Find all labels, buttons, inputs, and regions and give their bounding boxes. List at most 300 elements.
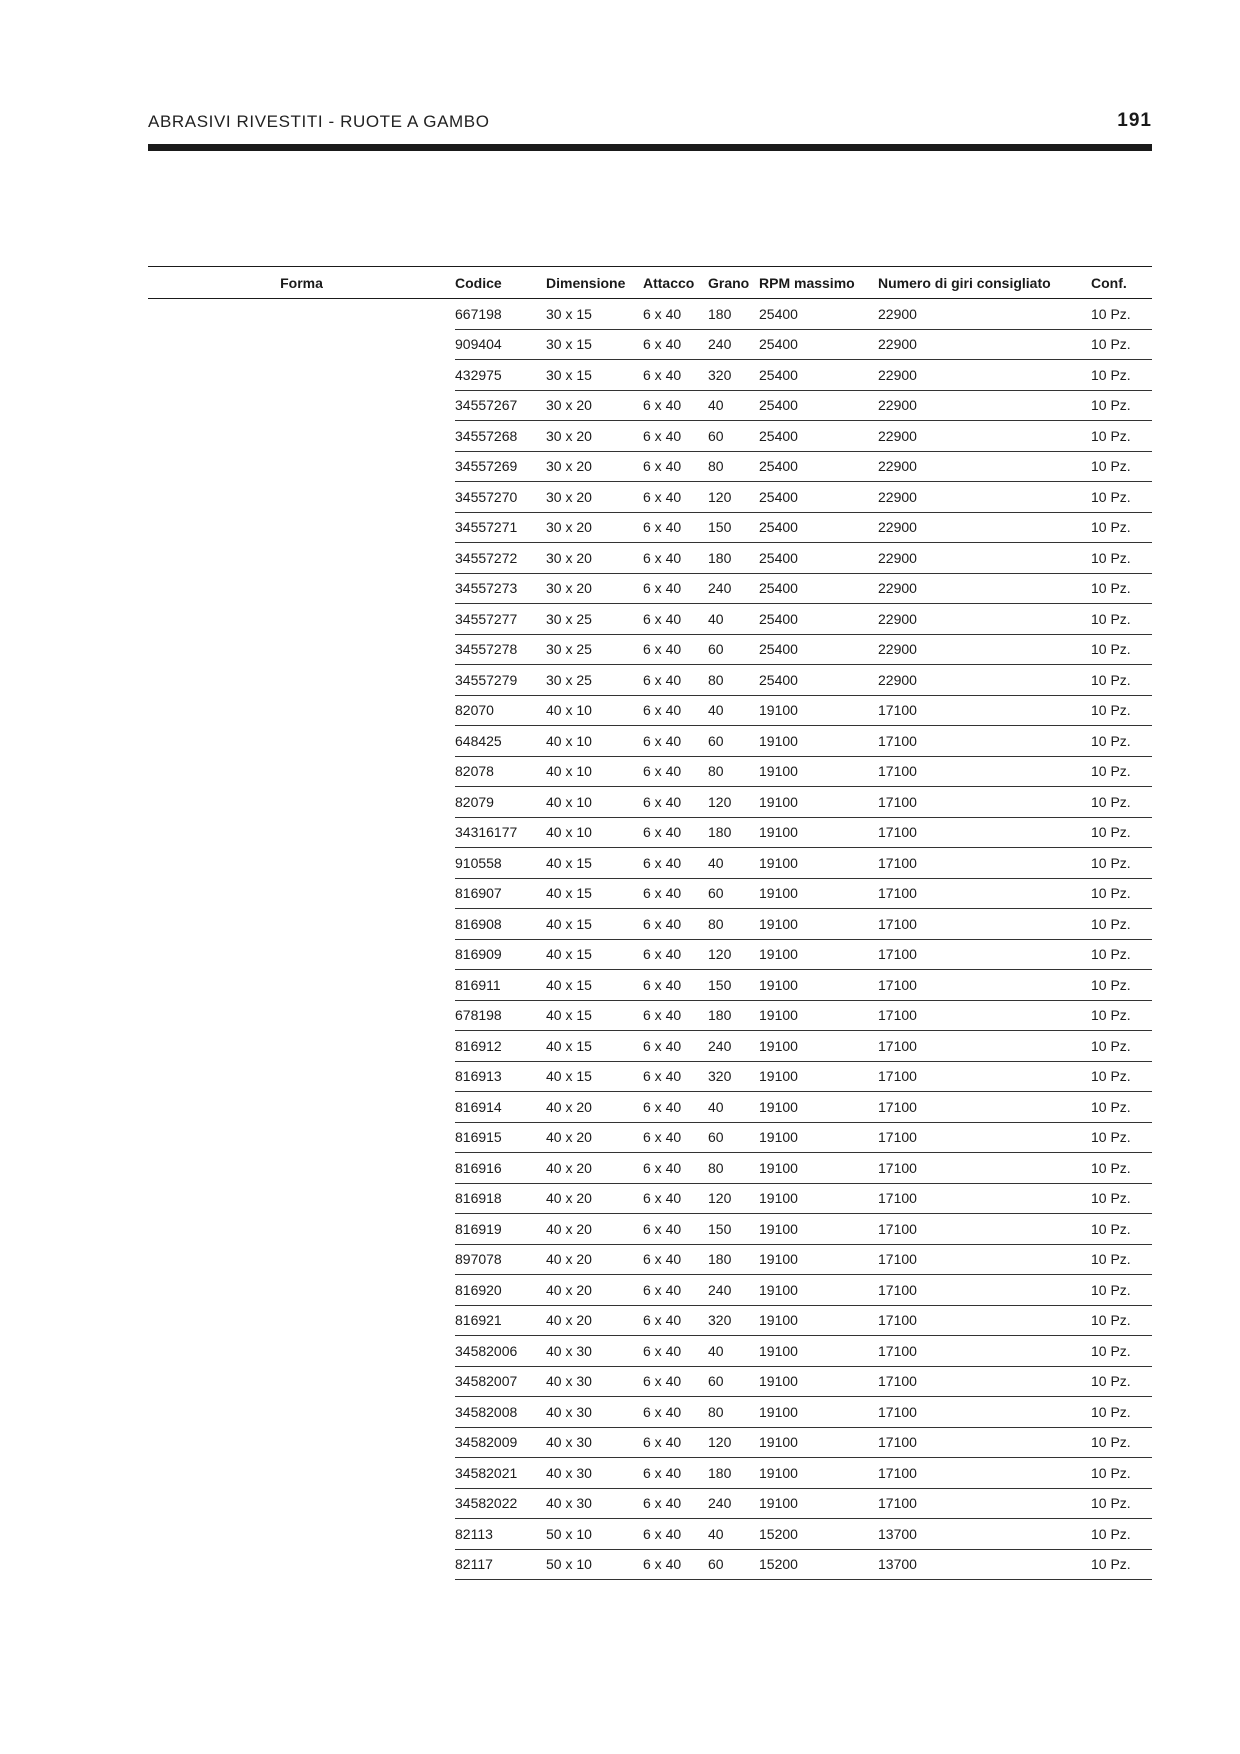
cell-grano: 60 xyxy=(708,421,759,452)
cell-rpm-massimo: 19100 xyxy=(759,1366,878,1397)
cell-attacco: 6 x 40 xyxy=(643,970,708,1001)
table-row xyxy=(148,665,1152,696)
cell-forma xyxy=(148,604,455,635)
cell-numero-giri: 22900 xyxy=(878,665,1091,696)
cell-grano: 150 xyxy=(708,1214,759,1245)
cell-numero-giri: 22900 xyxy=(878,329,1091,360)
cell-numero-giri: 17100 xyxy=(878,1183,1091,1214)
cell-grano: 320 xyxy=(708,1305,759,1336)
cell-dimensione: 30 x 20 xyxy=(546,390,643,421)
cell-grano: 40 xyxy=(708,695,759,726)
cell-conf: 10 Pz. xyxy=(1091,604,1152,635)
column-header-forma: Forma xyxy=(148,267,455,299)
cell-attacco: 6 x 40 xyxy=(643,726,708,757)
table-row xyxy=(148,939,1152,970)
cell-dimensione: 30 x 20 xyxy=(546,451,643,482)
cell-rpm-massimo: 25400 xyxy=(759,299,878,330)
cell-conf: 10 Pz. xyxy=(1091,756,1152,787)
cell-grano: 120 xyxy=(708,1427,759,1458)
table-row xyxy=(148,604,1152,635)
table-row xyxy=(148,1275,1152,1306)
cell-numero-giri: 22900 xyxy=(878,634,1091,665)
table-row xyxy=(148,1061,1152,1092)
cell-forma xyxy=(148,360,455,391)
cell-numero-giri: 17100 xyxy=(878,939,1091,970)
cell-numero-giri: 13700 xyxy=(878,1519,1091,1550)
cell-attacco: 6 x 40 xyxy=(643,695,708,726)
cell-forma xyxy=(148,878,455,909)
table-row xyxy=(148,1549,1152,1580)
cell-numero-giri: 17100 xyxy=(878,1488,1091,1519)
cell-codice: 432975 xyxy=(455,360,546,391)
cell-attacco: 6 x 40 xyxy=(643,1183,708,1214)
cell-numero-giri: 17100 xyxy=(878,726,1091,757)
cell-forma xyxy=(148,1549,455,1580)
cell-dimensione: 40 x 15 xyxy=(546,848,643,879)
cell-grano: 80 xyxy=(708,1397,759,1428)
table-row xyxy=(148,1458,1152,1489)
cell-dimensione: 40 x 30 xyxy=(546,1397,643,1428)
page-header-title: ABRASIVI RIVESTITI - RUOTE A GAMBO xyxy=(148,112,490,131)
cell-forma xyxy=(148,299,455,330)
cell-numero-giri: 17100 xyxy=(878,1305,1091,1336)
cell-rpm-massimo: 25400 xyxy=(759,360,878,391)
cell-codice: 816912 xyxy=(455,1031,546,1062)
cell-conf: 10 Pz. xyxy=(1091,299,1152,330)
cell-dimensione: 40 x 10 xyxy=(546,817,643,848)
cell-conf: 10 Pz. xyxy=(1091,421,1152,452)
cell-numero-giri: 17100 xyxy=(878,1366,1091,1397)
column-header-conf: Conf. xyxy=(1091,267,1152,299)
cell-numero-giri: 17100 xyxy=(878,1031,1091,1062)
cell-forma xyxy=(148,817,455,848)
cell-codice: 34557279 xyxy=(455,665,546,696)
cell-dimensione: 30 x 20 xyxy=(546,421,643,452)
cell-dimensione: 40 x 20 xyxy=(546,1183,643,1214)
cell-dimensione: 40 x 15 xyxy=(546,939,643,970)
cell-grano: 40 xyxy=(708,848,759,879)
cell-numero-giri: 22900 xyxy=(878,543,1091,574)
cell-rpm-massimo: 19100 xyxy=(759,1000,878,1031)
cell-rpm-massimo: 19100 xyxy=(759,695,878,726)
cell-grano: 150 xyxy=(708,970,759,1001)
cell-codice: 34557267 xyxy=(455,390,546,421)
column-header-dimensione: Dimensione xyxy=(546,267,643,299)
cell-conf: 10 Pz. xyxy=(1091,1061,1152,1092)
cell-grano: 320 xyxy=(708,1061,759,1092)
cell-dimensione: 40 x 30 xyxy=(546,1488,643,1519)
cell-grano: 60 xyxy=(708,1122,759,1153)
cell-codice: 909404 xyxy=(455,329,546,360)
cell-grano: 120 xyxy=(708,787,759,818)
cell-rpm-massimo: 25400 xyxy=(759,451,878,482)
cell-rpm-massimo: 25400 xyxy=(759,390,878,421)
cell-rpm-massimo: 25400 xyxy=(759,573,878,604)
cell-dimensione: 40 x 20 xyxy=(546,1244,643,1275)
cell-conf: 10 Pz. xyxy=(1091,390,1152,421)
cell-grano: 120 xyxy=(708,939,759,970)
cell-conf: 10 Pz. xyxy=(1091,665,1152,696)
cell-numero-giri: 22900 xyxy=(878,604,1091,635)
cell-conf: 10 Pz. xyxy=(1091,482,1152,513)
cell-dimensione: 40 x 15 xyxy=(546,878,643,909)
cell-dimensione: 30 x 15 xyxy=(546,360,643,391)
cell-forma xyxy=(148,390,455,421)
table-row xyxy=(148,1397,1152,1428)
cell-numero-giri: 17100 xyxy=(878,1397,1091,1428)
cell-forma xyxy=(148,543,455,574)
cell-numero-giri: 17100 xyxy=(878,1122,1091,1153)
cell-grano: 150 xyxy=(708,512,759,543)
table-row xyxy=(148,512,1152,543)
cell-dimensione: 40 x 15 xyxy=(546,1031,643,1062)
cell-grano: 80 xyxy=(708,1153,759,1184)
cell-grano: 120 xyxy=(708,482,759,513)
cell-forma xyxy=(148,573,455,604)
cell-dimensione: 30 x 15 xyxy=(546,329,643,360)
cell-rpm-massimo: 19100 xyxy=(759,970,878,1001)
table-row xyxy=(148,1427,1152,1458)
cell-conf: 10 Pz. xyxy=(1091,573,1152,604)
cell-numero-giri: 17100 xyxy=(878,695,1091,726)
cell-codice: 82113 xyxy=(455,1519,546,1550)
cell-rpm-massimo: 19100 xyxy=(759,726,878,757)
cell-codice: 82078 xyxy=(455,756,546,787)
cell-numero-giri: 22900 xyxy=(878,421,1091,452)
column-header-codice: Codice xyxy=(455,267,546,299)
cell-numero-giri: 17100 xyxy=(878,1092,1091,1123)
cell-codice: 82079 xyxy=(455,787,546,818)
cell-forma xyxy=(148,665,455,696)
cell-attacco: 6 x 40 xyxy=(643,1244,708,1275)
cell-attacco: 6 x 40 xyxy=(643,665,708,696)
cell-grano: 80 xyxy=(708,756,759,787)
cell-forma xyxy=(148,970,455,1001)
cell-grano: 80 xyxy=(708,451,759,482)
cell-forma xyxy=(148,756,455,787)
cell-conf: 10 Pz. xyxy=(1091,1275,1152,1306)
cell-conf: 10 Pz. xyxy=(1091,787,1152,818)
table-row xyxy=(148,1305,1152,1336)
cell-grano: 40 xyxy=(708,1519,759,1550)
cell-rpm-massimo: 19100 xyxy=(759,1275,878,1306)
cell-attacco: 6 x 40 xyxy=(643,1122,708,1153)
cell-codice: 34582008 xyxy=(455,1397,546,1428)
header-row xyxy=(148,267,1152,299)
cell-grano: 240 xyxy=(708,329,759,360)
cell-attacco: 6 x 40 xyxy=(643,451,708,482)
cell-codice: 816908 xyxy=(455,909,546,940)
cell-conf: 10 Pz. xyxy=(1091,1427,1152,1458)
cell-attacco: 6 x 40 xyxy=(643,1458,708,1489)
cell-rpm-massimo: 25400 xyxy=(759,604,878,635)
cell-numero-giri: 17100 xyxy=(878,1214,1091,1245)
cell-grano: 60 xyxy=(708,634,759,665)
cell-codice: 816916 xyxy=(455,1153,546,1184)
cell-codice: 34582007 xyxy=(455,1366,546,1397)
table-row xyxy=(148,1153,1152,1184)
cell-rpm-massimo: 25400 xyxy=(759,421,878,452)
cell-dimensione: 30 x 25 xyxy=(546,665,643,696)
cell-numero-giri: 17100 xyxy=(878,1275,1091,1306)
cell-conf: 10 Pz. xyxy=(1091,909,1152,940)
cell-dimensione: 30 x 25 xyxy=(546,634,643,665)
cell-forma xyxy=(148,1244,455,1275)
cell-grano: 80 xyxy=(708,665,759,696)
cell-rpm-massimo: 25400 xyxy=(759,512,878,543)
cell-attacco: 6 x 40 xyxy=(643,787,708,818)
cell-codice: 82117 xyxy=(455,1549,546,1580)
cell-conf: 10 Pz. xyxy=(1091,1183,1152,1214)
table-row xyxy=(148,970,1152,1001)
cell-codice: 34557271 xyxy=(455,512,546,543)
table-row xyxy=(148,482,1152,513)
table-row xyxy=(148,299,1152,330)
cell-grano: 320 xyxy=(708,360,759,391)
cell-grano: 60 xyxy=(708,726,759,757)
cell-forma xyxy=(148,1214,455,1245)
cell-grano: 40 xyxy=(708,1336,759,1367)
cell-attacco: 6 x 40 xyxy=(643,604,708,635)
cell-rpm-massimo: 19100 xyxy=(759,1183,878,1214)
cell-forma xyxy=(148,695,455,726)
column-header-numero-giri: Numero di giri consigliato xyxy=(878,267,1091,299)
cell-attacco: 6 x 40 xyxy=(643,360,708,391)
table-row xyxy=(148,1244,1152,1275)
cell-dimensione: 40 x 15 xyxy=(546,1000,643,1031)
cell-grano: 240 xyxy=(708,1031,759,1062)
table-row xyxy=(148,1336,1152,1367)
cell-numero-giri: 22900 xyxy=(878,390,1091,421)
cell-attacco: 6 x 40 xyxy=(643,817,708,848)
table-row xyxy=(148,909,1152,940)
cell-attacco: 6 x 40 xyxy=(643,1549,708,1580)
cell-grano: 60 xyxy=(708,1366,759,1397)
header-divider xyxy=(148,144,1152,151)
cell-grano: 240 xyxy=(708,573,759,604)
cell-numero-giri: 17100 xyxy=(878,787,1091,818)
cell-grano: 60 xyxy=(708,1549,759,1580)
table-row xyxy=(148,1214,1152,1245)
cell-attacco: 6 x 40 xyxy=(643,573,708,604)
cell-forma xyxy=(148,421,455,452)
table-row xyxy=(148,726,1152,757)
table-row xyxy=(148,421,1152,452)
cell-dimensione: 40 x 30 xyxy=(546,1458,643,1489)
cell-codice: 34582006 xyxy=(455,1336,546,1367)
cell-grano: 40 xyxy=(708,1092,759,1123)
cell-forma xyxy=(148,634,455,665)
cell-forma xyxy=(148,482,455,513)
cell-conf: 10 Pz. xyxy=(1091,939,1152,970)
cell-dimensione: 40 x 30 xyxy=(546,1366,643,1397)
cell-conf: 10 Pz. xyxy=(1091,512,1152,543)
cell-numero-giri: 17100 xyxy=(878,1336,1091,1367)
cell-conf: 10 Pz. xyxy=(1091,848,1152,879)
cell-grano: 180 xyxy=(708,1458,759,1489)
cell-dimensione: 50 x 10 xyxy=(546,1549,643,1580)
table-row xyxy=(148,573,1152,604)
cell-dimensione: 40 x 20 xyxy=(546,1153,643,1184)
cell-conf: 10 Pz. xyxy=(1091,329,1152,360)
cell-forma xyxy=(148,1000,455,1031)
cell-dimensione: 30 x 25 xyxy=(546,604,643,635)
cell-grano: 40 xyxy=(708,390,759,421)
cell-dimensione: 40 x 10 xyxy=(546,695,643,726)
cell-dimensione: 40 x 10 xyxy=(546,787,643,818)
cell-conf: 10 Pz. xyxy=(1091,1122,1152,1153)
cell-attacco: 6 x 40 xyxy=(643,1031,708,1062)
cell-conf: 10 Pz. xyxy=(1091,1488,1152,1519)
cell-numero-giri: 22900 xyxy=(878,512,1091,543)
cell-numero-giri: 22900 xyxy=(878,573,1091,604)
cell-codice: 816911 xyxy=(455,970,546,1001)
cell-attacco: 6 x 40 xyxy=(643,512,708,543)
cell-rpm-massimo: 19100 xyxy=(759,1214,878,1245)
cell-forma xyxy=(148,1153,455,1184)
cell-codice: 816919 xyxy=(455,1214,546,1245)
cell-rpm-massimo: 19100 xyxy=(759,1244,878,1275)
cell-rpm-massimo: 25400 xyxy=(759,543,878,574)
cell-forma xyxy=(148,1488,455,1519)
cell-attacco: 6 x 40 xyxy=(643,1061,708,1092)
cell-rpm-massimo: 19100 xyxy=(759,1458,878,1489)
cell-grano: 180 xyxy=(708,299,759,330)
table-header xyxy=(148,267,1152,299)
table-body xyxy=(148,299,1152,1580)
cell-codice: 816907 xyxy=(455,878,546,909)
cell-attacco: 6 x 40 xyxy=(643,878,708,909)
cell-dimensione: 50 x 10 xyxy=(546,1519,643,1550)
cell-forma xyxy=(148,1458,455,1489)
cell-numero-giri: 17100 xyxy=(878,1153,1091,1184)
cell-rpm-massimo: 19100 xyxy=(759,1061,878,1092)
cell-forma xyxy=(148,1061,455,1092)
table-row xyxy=(148,756,1152,787)
cell-grano: 240 xyxy=(708,1275,759,1306)
cell-rpm-massimo: 25400 xyxy=(759,329,878,360)
table-row xyxy=(148,1092,1152,1123)
cell-forma xyxy=(148,329,455,360)
cell-forma xyxy=(148,726,455,757)
cell-codice: 34557272 xyxy=(455,543,546,574)
cell-forma xyxy=(148,1092,455,1123)
cell-attacco: 6 x 40 xyxy=(643,390,708,421)
cell-rpm-massimo: 25400 xyxy=(759,482,878,513)
cell-conf: 10 Pz. xyxy=(1091,1031,1152,1062)
cell-grano: 180 xyxy=(708,817,759,848)
cell-numero-giri: 22900 xyxy=(878,482,1091,513)
cell-rpm-massimo: 19100 xyxy=(759,1427,878,1458)
cell-codice: 816921 xyxy=(455,1305,546,1336)
cell-rpm-massimo: 15200 xyxy=(759,1519,878,1550)
cell-codice: 34557268 xyxy=(455,421,546,452)
cell-codice: 34557269 xyxy=(455,451,546,482)
page-number: 191 xyxy=(1117,110,1152,131)
table-row xyxy=(148,695,1152,726)
cell-numero-giri: 17100 xyxy=(878,878,1091,909)
cell-rpm-massimo: 25400 xyxy=(759,665,878,696)
cell-codice: 34582022 xyxy=(455,1488,546,1519)
cell-conf: 10 Pz. xyxy=(1091,543,1152,574)
cell-conf: 10 Pz. xyxy=(1091,1336,1152,1367)
product-table xyxy=(148,266,1152,1580)
cell-rpm-massimo: 19100 xyxy=(759,1031,878,1062)
cell-grano: 180 xyxy=(708,543,759,574)
cell-forma xyxy=(148,848,455,879)
cell-conf: 10 Pz. xyxy=(1091,1214,1152,1245)
cell-numero-giri: 17100 xyxy=(878,1427,1091,1458)
cell-numero-giri: 22900 xyxy=(878,451,1091,482)
cell-attacco: 6 x 40 xyxy=(643,909,708,940)
cell-rpm-massimo: 15200 xyxy=(759,1549,878,1580)
cell-numero-giri: 17100 xyxy=(878,848,1091,879)
cell-conf: 10 Pz. xyxy=(1091,1244,1152,1275)
cell-forma xyxy=(148,909,455,940)
cell-rpm-massimo: 19100 xyxy=(759,817,878,848)
cell-codice: 648425 xyxy=(455,726,546,757)
cell-dimensione: 40 x 20 xyxy=(546,1305,643,1336)
cell-forma xyxy=(148,512,455,543)
cell-conf: 10 Pz. xyxy=(1091,1305,1152,1336)
cell-dimensione: 40 x 20 xyxy=(546,1122,643,1153)
cell-rpm-massimo: 19100 xyxy=(759,756,878,787)
table-row xyxy=(148,1122,1152,1153)
cell-attacco: 6 x 40 xyxy=(643,421,708,452)
cell-grano: 240 xyxy=(708,1488,759,1519)
cell-numero-giri: 17100 xyxy=(878,970,1091,1001)
cell-forma xyxy=(148,451,455,482)
cell-dimensione: 40 x 15 xyxy=(546,909,643,940)
cell-attacco: 6 x 40 xyxy=(643,1336,708,1367)
cell-numero-giri: 17100 xyxy=(878,1244,1091,1275)
cell-dimensione: 40 x 20 xyxy=(546,1092,643,1123)
cell-rpm-massimo: 19100 xyxy=(759,1397,878,1428)
cell-codice: 34582021 xyxy=(455,1458,546,1489)
table-row xyxy=(148,1183,1152,1214)
cell-attacco: 6 x 40 xyxy=(643,543,708,574)
table-row xyxy=(148,1031,1152,1062)
cell-dimensione: 30 x 20 xyxy=(546,482,643,513)
cell-attacco: 6 x 40 xyxy=(643,1519,708,1550)
cell-forma xyxy=(148,1275,455,1306)
cell-attacco: 6 x 40 xyxy=(643,1000,708,1031)
cell-forma xyxy=(148,1519,455,1550)
cell-codice: 34557277 xyxy=(455,604,546,635)
cell-forma xyxy=(148,939,455,970)
cell-dimensione: 30 x 20 xyxy=(546,512,643,543)
cell-codice: 816915 xyxy=(455,1122,546,1153)
cell-rpm-massimo: 19100 xyxy=(759,1153,878,1184)
table-row xyxy=(148,817,1152,848)
cell-forma xyxy=(148,1183,455,1214)
cell-numero-giri: 17100 xyxy=(878,1000,1091,1031)
cell-codice: 34557270 xyxy=(455,482,546,513)
cell-numero-giri: 17100 xyxy=(878,1458,1091,1489)
cell-rpm-massimo: 19100 xyxy=(759,1488,878,1519)
cell-forma xyxy=(148,1397,455,1428)
cell-rpm-massimo: 25400 xyxy=(759,634,878,665)
cell-attacco: 6 x 40 xyxy=(643,1092,708,1123)
cell-codice: 34557273 xyxy=(455,573,546,604)
cell-numero-giri: 17100 xyxy=(878,1061,1091,1092)
cell-conf: 10 Pz. xyxy=(1091,1397,1152,1428)
cell-numero-giri: 13700 xyxy=(878,1549,1091,1580)
cell-attacco: 6 x 40 xyxy=(643,1488,708,1519)
cell-dimensione: 30 x 15 xyxy=(546,299,643,330)
cell-dimensione: 30 x 20 xyxy=(546,543,643,574)
cell-grano: 80 xyxy=(708,909,759,940)
